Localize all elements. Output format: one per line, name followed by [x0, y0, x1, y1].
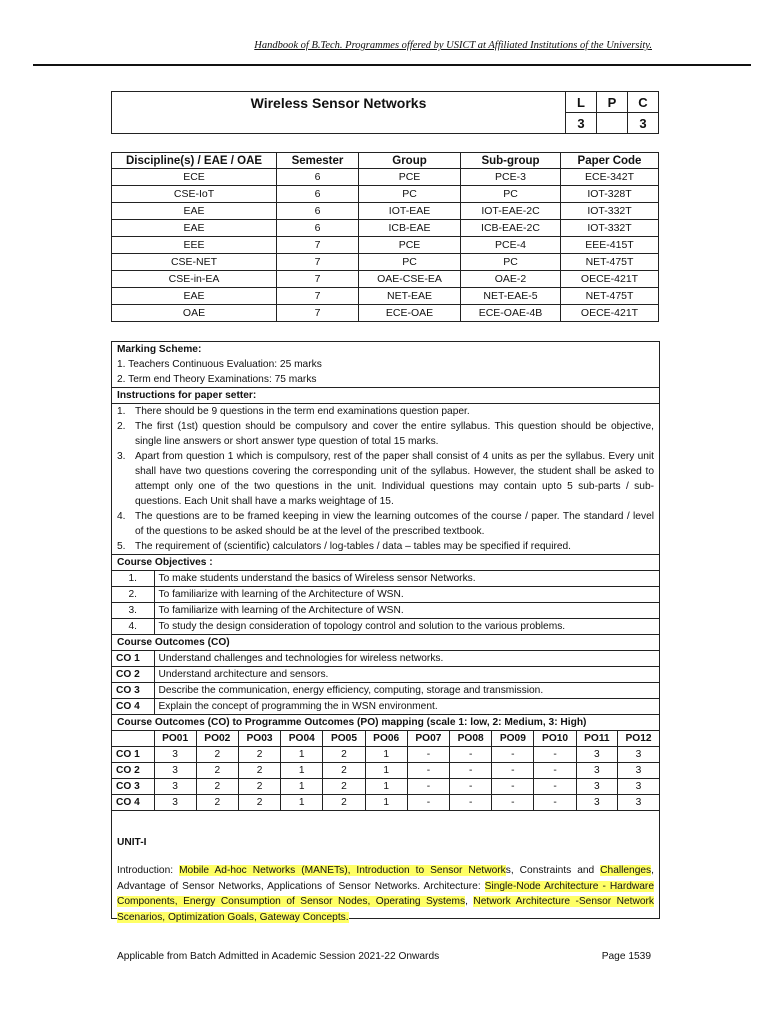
po-row	[112, 747, 659, 763]
po-cell: 2	[196, 779, 238, 795]
po-row	[112, 763, 659, 779]
po-cell: 2	[238, 747, 280, 763]
po-cell: 3	[618, 763, 659, 779]
po-cell: -	[492, 747, 534, 763]
table-row	[112, 237, 659, 254]
table-cell: IOT-EAE-2C	[461, 203, 561, 220]
po-cell: 2	[196, 763, 238, 779]
po-cell: -	[534, 747, 576, 763]
table-cell: 7	[277, 237, 359, 254]
page-header: Handbook of B.Tech. Programmes offered by USICT at Affiliated Institutions of the University.	[254, 40, 652, 51]
po-cell: 2	[196, 795, 238, 811]
marking-item: 1. Teachers Continuous Evaluation: 25 marks	[117, 359, 322, 370]
outcome-row	[112, 699, 659, 715]
po-cell: 2	[323, 763, 365, 779]
outcome-code: CO 1	[112, 651, 154, 667]
po-cell: -	[492, 763, 534, 779]
table-cell: NET-EAE	[359, 288, 461, 305]
table-cell: NET-475T	[561, 288, 659, 305]
table-row	[112, 186, 659, 203]
lpc-value-p	[597, 113, 628, 134]
po-header-row	[112, 731, 659, 747]
table-cell: EEE	[112, 237, 277, 254]
instructions-list	[112, 403, 659, 554]
po-cell: -	[450, 747, 492, 763]
col-semester: Semester	[277, 153, 359, 169]
objective-number: 1.	[112, 571, 154, 587]
objective-text: To familiarize with learning of the Architecture of WSN.	[154, 587, 659, 603]
po-cell: 2	[323, 779, 365, 795]
po-header-cell: PO07	[407, 731, 449, 747]
lpc-value-l: 3	[566, 113, 597, 134]
unit-1	[112, 835, 659, 925]
po-row	[112, 779, 659, 795]
po-cell: 3	[576, 747, 617, 763]
highlighted-text: Challenges	[600, 865, 652, 876]
instructions-title: Instructions for paper setter:	[112, 387, 659, 403]
objectives-title: Course Objectives :	[112, 554, 659, 570]
po-cell: 1	[365, 763, 407, 779]
instruction-item	[117, 404, 654, 419]
po-cell: 3	[576, 763, 617, 779]
col-discipline: Discipline(s) / EAE / OAE	[112, 153, 277, 169]
table-cell: PC	[359, 186, 461, 203]
table-cell: PCE-3	[461, 169, 561, 186]
table-cell: 6	[277, 186, 359, 203]
po-header-cell	[112, 731, 154, 747]
objectives-table	[112, 570, 659, 635]
instruction-text: There should be 9 questions in the term end examinations question paper.	[135, 406, 470, 417]
table-cell: 7	[277, 254, 359, 271]
po-cell: 1	[281, 795, 323, 811]
instruction-number: 5.	[117, 541, 126, 552]
table-cell: ECE-342T	[561, 169, 659, 186]
table-cell: PC	[461, 186, 561, 203]
objective-row	[112, 603, 659, 619]
po-header-cell: PO11	[576, 731, 617, 747]
table-cell: ECE	[112, 169, 277, 186]
po-cell: -	[407, 747, 449, 763]
highlighted-text: Network Architecture -Sensor Network Scenarios, Optimization Goals, Gateway Concepts.	[117, 896, 655, 923]
table-cell: 7	[277, 271, 359, 288]
po-cell: 2	[323, 747, 365, 763]
unit-1-text	[117, 863, 654, 925]
po-header-cell: PO04	[281, 731, 323, 747]
po-row-label: CO 4	[112, 795, 154, 811]
course-title-table	[111, 91, 659, 134]
po-cell: 1	[281, 747, 323, 763]
po-cell: -	[407, 779, 449, 795]
table-cell: 6	[277, 220, 359, 237]
instruction-text: The questions are to be framed keeping in view the learning outcomes of the course / paper. The standard / level of the questions to be asked should be at the level of the prescribed textbook.	[135, 511, 654, 537]
discipline-table	[111, 152, 659, 322]
table-cell: NET-475T	[561, 254, 659, 271]
outcome-text: Describe the communication, energy efficiency, computing, storage and transmission.	[154, 683, 659, 699]
table-cell: 7	[277, 288, 359, 305]
po-cell: 2	[323, 795, 365, 811]
footer-page-number: Page 1539	[601, 951, 651, 962]
po-header-cell: PO10	[534, 731, 576, 747]
syllabus-box	[111, 341, 660, 923]
course-title: Wireless Sensor Networks	[112, 92, 566, 134]
po-cell: 2	[238, 763, 280, 779]
table-cell: PCE	[359, 237, 461, 254]
po-header-cell: PO09	[492, 731, 534, 747]
po-cell: 1	[365, 779, 407, 795]
outcome-code: CO 3	[112, 683, 154, 699]
po-cell: 1	[281, 763, 323, 779]
table-cell: ECE-OAE	[359, 305, 461, 322]
po-header-cell: PO02	[196, 731, 238, 747]
objective-number: 4.	[112, 619, 154, 635]
marking-title: Marking Scheme:	[117, 344, 202, 355]
table-cell: ICB-EAE-2C	[461, 220, 561, 237]
po-cell: 3	[618, 795, 659, 811]
po-cell: 3	[154, 779, 196, 795]
table-cell: EAE	[112, 288, 277, 305]
po-cell: -	[534, 779, 576, 795]
po-header-cell: PO05	[323, 731, 365, 747]
outcome-text: Explain the concept of programming the in WSN environment.	[154, 699, 659, 715]
objective-text: To study the design consideration of topology control and solution to the various problems.	[154, 619, 659, 635]
outcome-row	[112, 651, 659, 667]
outcome-text: Understand architecture and sensors.	[154, 667, 659, 683]
po-row-label: CO 1	[112, 747, 154, 763]
table-cell: PCE	[359, 169, 461, 186]
table-row	[112, 271, 659, 288]
outcome-row	[112, 683, 659, 699]
instruction-number: 2.	[117, 421, 126, 432]
objective-number: 3.	[112, 603, 154, 619]
table-cell: NET-EAE-5	[461, 288, 561, 305]
po-cell: 1	[281, 779, 323, 795]
po-cell: -	[534, 763, 576, 779]
col-subgroup: Sub-group	[461, 153, 561, 169]
po-cell: -	[492, 795, 534, 811]
table-row	[112, 203, 659, 220]
outcome-row	[112, 667, 659, 683]
po-header-cell: PO06	[365, 731, 407, 747]
instruction-number: 1.	[117, 406, 126, 417]
objective-row	[112, 619, 659, 635]
po-row	[112, 795, 659, 811]
po-cell: -	[450, 795, 492, 811]
lpc-label-c: C	[628, 92, 659, 113]
table-row	[112, 220, 659, 237]
table-cell: PCE-4	[461, 237, 561, 254]
po-cell: 3	[576, 795, 617, 811]
po-cell: 3	[618, 779, 659, 795]
po-header-cell: PO03	[238, 731, 280, 747]
outcome-code: CO 4	[112, 699, 154, 715]
unit-text-segment: , Advantage of Sensor Networks, Applications of Sensor Networks. Architecture:	[117, 865, 654, 892]
table-cell: IOT-328T	[561, 186, 659, 203]
po-header-cell: PO01	[154, 731, 196, 747]
table-cell: EEE-415T	[561, 237, 659, 254]
instruction-item	[117, 419, 654, 449]
po-cell: 3	[618, 747, 659, 763]
objective-text: To make students understand the basics of Wireless sensor Networks.	[154, 571, 659, 587]
po-cell: 1	[365, 795, 407, 811]
instruction-item	[117, 509, 654, 539]
po-cell: 2	[238, 779, 280, 795]
table-cell: OECE-421T	[561, 305, 659, 322]
table-cell: EAE	[112, 220, 277, 237]
lpc-label-p: P	[597, 92, 628, 113]
highlighted-text: Mobile Ad-hoc Networks (MANETs), Introduction to Sensor Network	[179, 865, 506, 876]
table-cell: ICB-EAE	[359, 220, 461, 237]
table-row	[112, 288, 659, 305]
table-cell: IOT-EAE	[359, 203, 461, 220]
po-cell: 1	[365, 747, 407, 763]
po-cell: 3	[154, 763, 196, 779]
po-cell: -	[407, 795, 449, 811]
po-cell: 3	[576, 779, 617, 795]
table-cell: CSE-NET	[112, 254, 277, 271]
col-group: Group	[359, 153, 461, 169]
po-cell: -	[407, 763, 449, 779]
unit-1-title: UNIT-I	[117, 837, 147, 848]
header-rule	[33, 64, 751, 66]
table-cell: OECE-421T	[561, 271, 659, 288]
unit-text-segment: ,	[465, 896, 474, 907]
po-cell: 3	[154, 795, 196, 811]
instruction-item	[117, 449, 654, 509]
po-row-label: CO 3	[112, 779, 154, 795]
po-cell: -	[450, 779, 492, 795]
table-cell: 6	[277, 169, 359, 186]
instruction-text: Apart from question 1 which is compulsory, rest of the paper shall consist of 4 units as per the syllabus. Every unit shall have two questions covering the corresponding unit of the syllabus. However, the student shall be asked to attempt only one of the two questions in the unit. Individual questions may contain upto 5 sub-parts / sub-questions. Each Unit shall have a marks weightage of 15.	[135, 451, 654, 507]
objective-number: 2.	[112, 587, 154, 603]
discipline-table-body	[112, 169, 659, 322]
table-cell: CSE-IoT	[112, 186, 277, 203]
instruction-text: The first (1st) question should be compulsory and cover the entire syllabus. This question should be objective, single line answers or short answer type question of total 15 marks.	[135, 421, 654, 447]
table-cell: OAE-CSE-EA	[359, 271, 461, 288]
objective-row	[112, 587, 659, 603]
po-mapping-table	[112, 730, 659, 811]
table-cell: OAE	[112, 305, 277, 322]
table-row	[112, 305, 659, 322]
table-row	[112, 254, 659, 271]
po-cell: 2	[196, 747, 238, 763]
col-paper-code: Paper Code	[561, 153, 659, 169]
outcomes-table	[112, 650, 659, 715]
objective-text: To familiarize with learning of the Architecture of WSN.	[154, 603, 659, 619]
po-cell: 3	[154, 747, 196, 763]
outcomes-title: Course Outcomes (CO)	[117, 637, 230, 648]
table-cell: PC	[461, 254, 561, 271]
table-row	[112, 169, 659, 186]
objective-row	[112, 571, 659, 587]
table-cell: OAE-2	[461, 271, 561, 288]
po-header-cell: PO08	[450, 731, 492, 747]
table-cell: 6	[277, 203, 359, 220]
unit-text-segment: s, Constraints and	[505, 865, 601, 876]
table-cell: PC	[359, 254, 461, 271]
po-cell: -	[450, 763, 492, 779]
lpc-value-c: 3	[628, 113, 659, 134]
table-cell: IOT-332T	[561, 203, 659, 220]
outcome-text: Understand challenges and technologies for wireless networks.	[154, 651, 659, 667]
outcome-code: CO 2	[112, 667, 154, 683]
instruction-item	[117, 539, 654, 554]
mapping-title: Course Outcomes (CO) to Programme Outcomes (PO) mapping (scale 1: low, 2: Medium, 3: High)	[117, 717, 587, 728]
footer-applicability: Applicable from Batch Admitted in Academic Session 2021-22 Onwards	[117, 951, 440, 962]
instruction-text: The requirement of (scientific) calculators / log-tables / data – tables may be specified if required.	[135, 541, 572, 552]
po-cell: -	[492, 779, 534, 795]
instruction-number: 3.	[117, 451, 126, 462]
po-row-label: CO 2	[112, 763, 154, 779]
highlighted-text: Single-Node Architecture - Hardware Components, Energy Consumption of Sensor Nodes, Operating Systems	[117, 880, 654, 907]
table-cell: CSE-in-EA	[112, 271, 277, 288]
table-cell: EAE	[112, 203, 277, 220]
table-cell: ECE-OAE-4B	[461, 305, 561, 322]
po-header-cell: PO12	[618, 731, 659, 747]
table-cell: 7	[277, 305, 359, 322]
marking-item: 2. Term end Theory Examinations: 75 marks	[117, 374, 317, 385]
table-cell: IOT-332T	[561, 220, 659, 237]
instruction-number: 4.	[117, 511, 126, 522]
po-cell: -	[534, 795, 576, 811]
po-cell: 2	[238, 795, 280, 811]
lpc-label-l: L	[566, 92, 597, 113]
unit-text-segment: Introduction:	[117, 865, 180, 876]
